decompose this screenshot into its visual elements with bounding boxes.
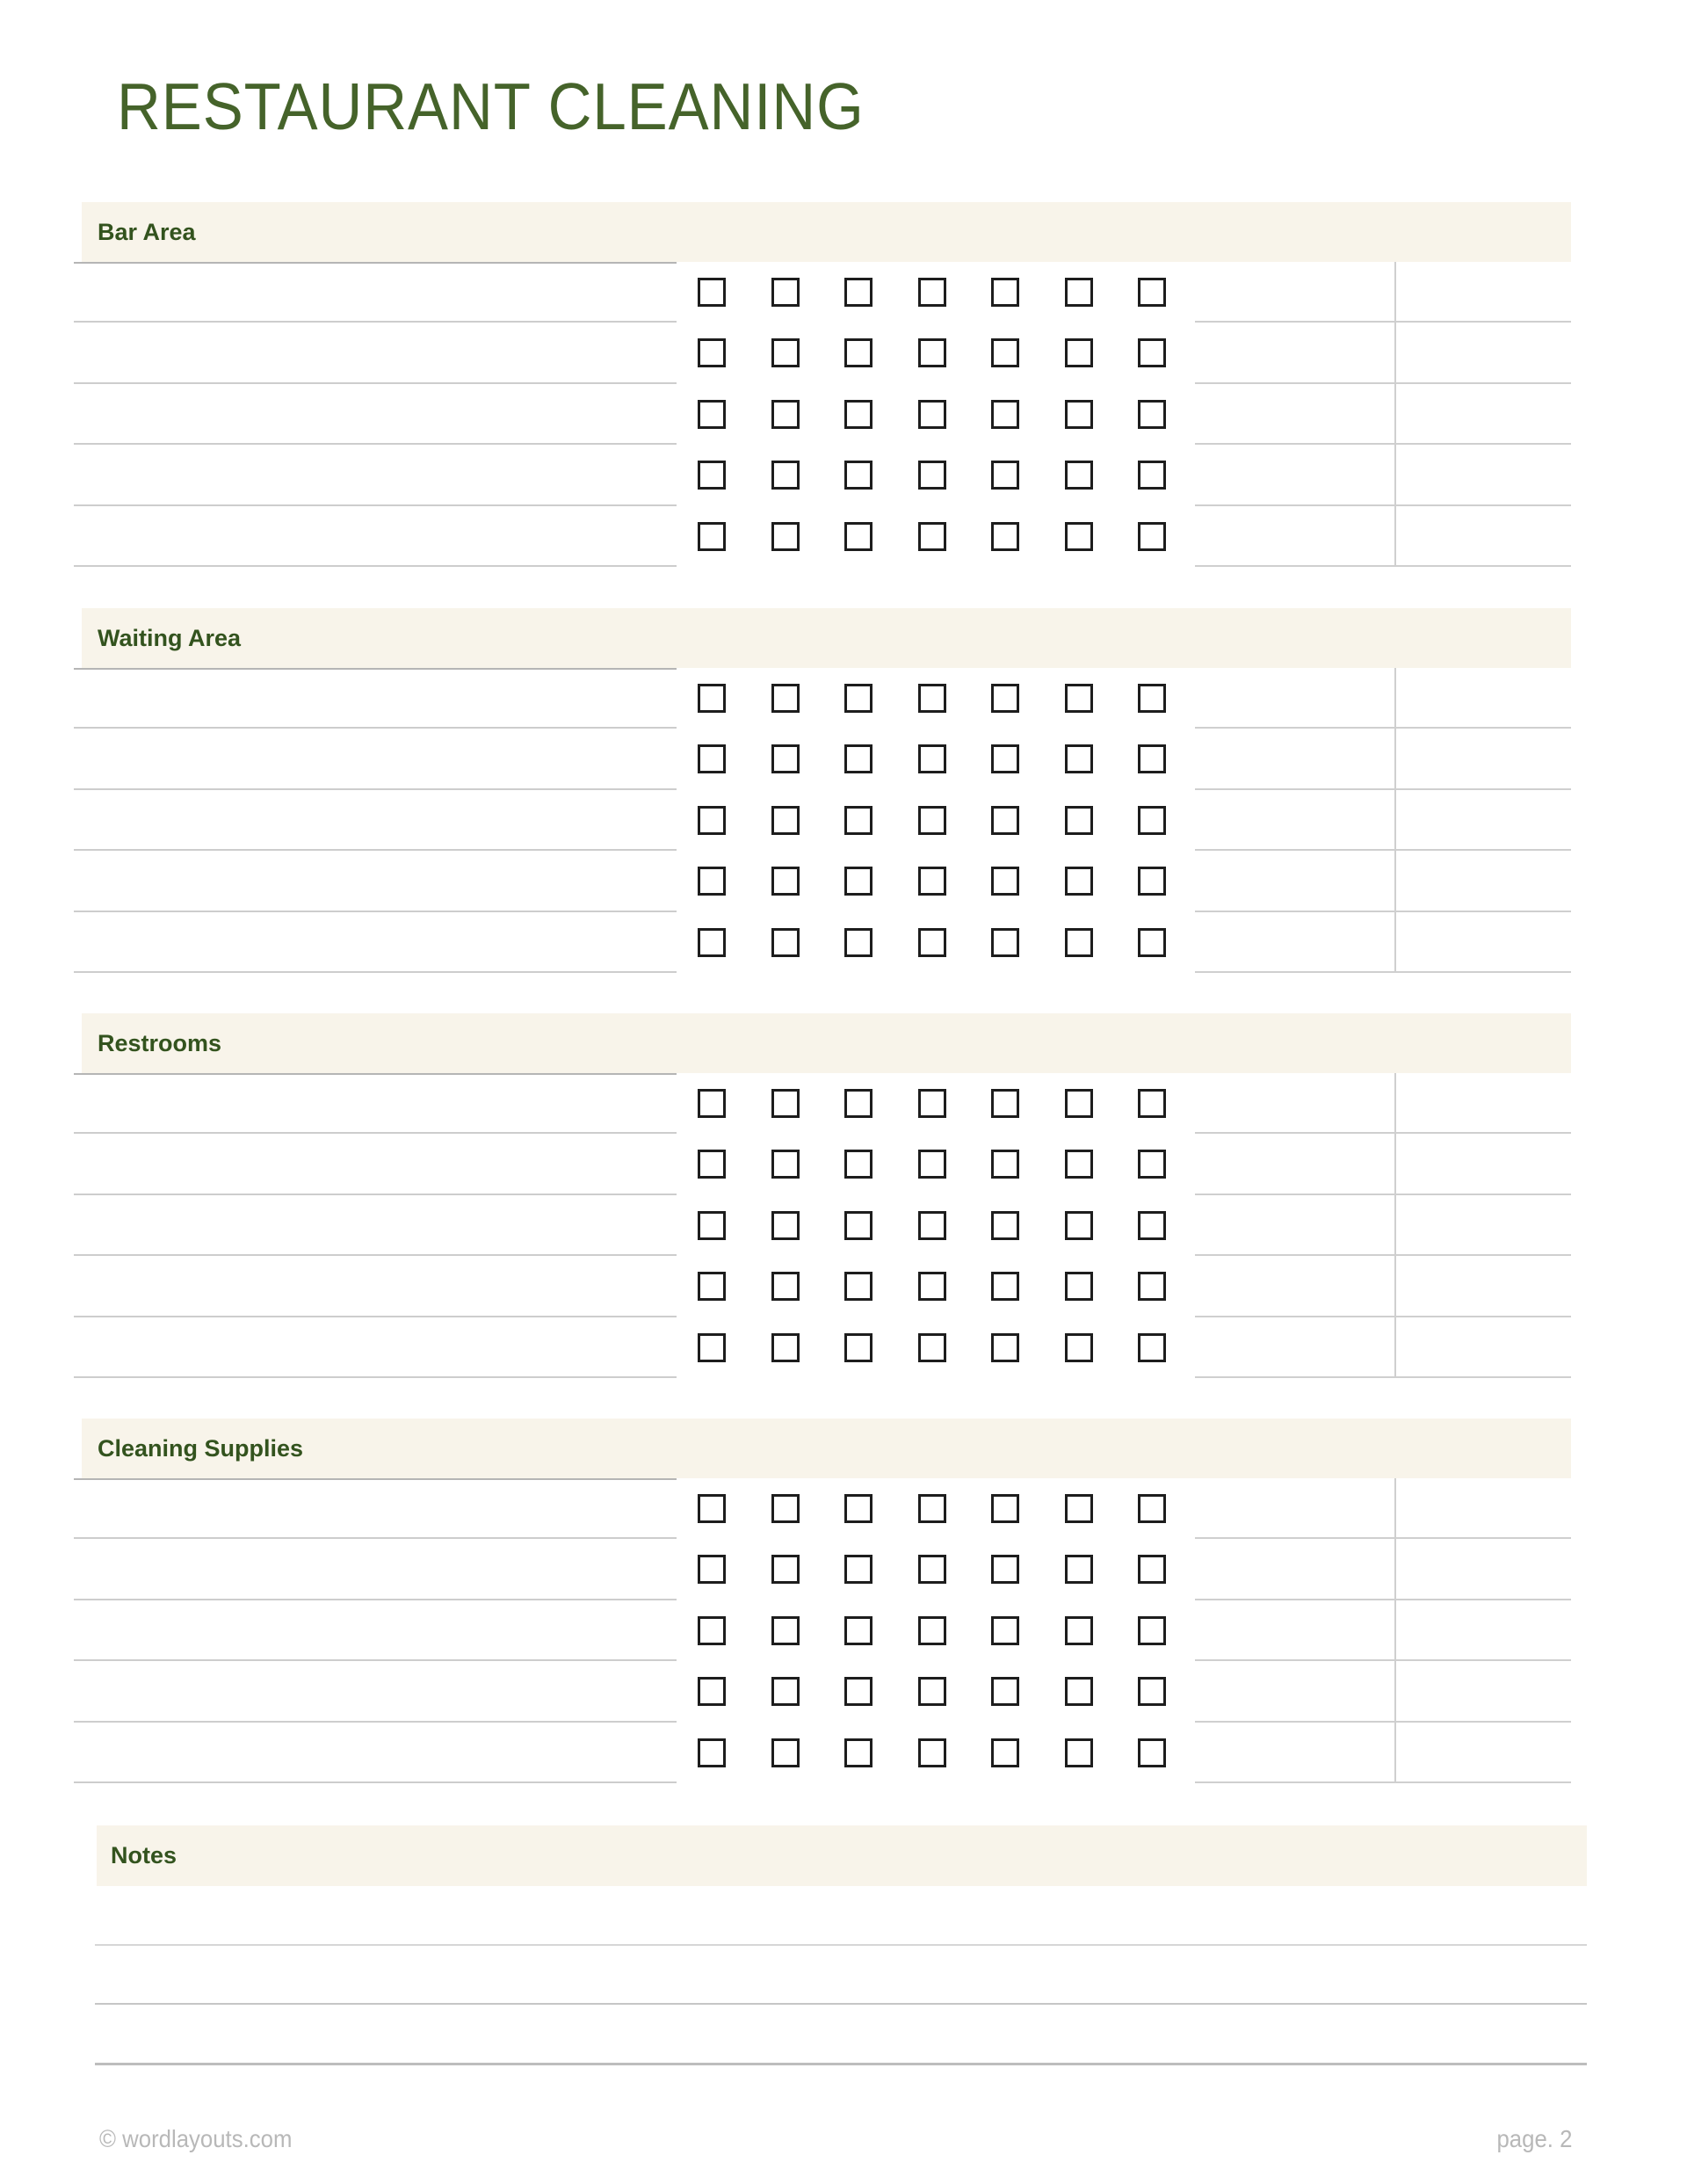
checkbox[interactable] xyxy=(918,1738,946,1767)
checkbox[interactable] xyxy=(771,806,800,835)
checkbox[interactable] xyxy=(918,1272,946,1301)
checkbox[interactable] xyxy=(1065,684,1093,713)
checkbox[interactable] xyxy=(698,461,726,490)
checkbox[interactable] xyxy=(991,1677,1019,1706)
checkbox[interactable] xyxy=(1065,1494,1093,1523)
checkbox[interactable] xyxy=(771,1494,800,1523)
checkbox[interactable] xyxy=(918,522,946,551)
checkbox[interactable] xyxy=(844,1677,872,1706)
notes-line[interactable] xyxy=(95,2003,1587,2005)
checkbox[interactable] xyxy=(991,1211,1019,1240)
fill-in-cell[interactable] xyxy=(1195,1600,1394,1661)
checkbox[interactable] xyxy=(698,744,726,773)
checkbox[interactable] xyxy=(991,1616,1019,1645)
checkbox[interactable] xyxy=(991,1555,1019,1584)
fill-in-cell[interactable] xyxy=(1195,1195,1394,1256)
checkbox[interactable] xyxy=(1065,744,1093,773)
task-name-cell[interactable] xyxy=(74,851,677,911)
checkbox[interactable] xyxy=(771,1272,800,1301)
checkbox[interactable] xyxy=(1138,867,1166,896)
checkbox[interactable] xyxy=(1065,522,1093,551)
fill-in-cell[interactable] xyxy=(1396,1256,1571,1317)
checkbox[interactable] xyxy=(771,400,800,429)
task-name-cell[interactable] xyxy=(74,1073,677,1134)
checkbox[interactable] xyxy=(918,1150,946,1179)
checkbox[interactable] xyxy=(698,1494,726,1523)
checkbox[interactable] xyxy=(844,684,872,713)
checkbox[interactable] xyxy=(1138,1494,1166,1523)
fill-in-cell[interactable] xyxy=(1396,262,1571,323)
task-name-cell[interactable] xyxy=(74,912,677,973)
checkbox[interactable] xyxy=(1065,928,1093,957)
checkbox[interactable] xyxy=(1138,1738,1166,1767)
checkbox[interactable] xyxy=(1138,744,1166,773)
checkbox[interactable] xyxy=(771,744,800,773)
checkbox[interactable] xyxy=(698,1555,726,1584)
checkbox[interactable] xyxy=(991,400,1019,429)
checkbox[interactable] xyxy=(1065,400,1093,429)
checkbox[interactable] xyxy=(844,928,872,957)
fill-in-cell[interactable] xyxy=(1195,1723,1394,1783)
fill-in-cell[interactable] xyxy=(1396,729,1571,789)
fill-in-cell[interactable] xyxy=(1396,1539,1571,1600)
fill-in-cell[interactable] xyxy=(1195,1256,1394,1317)
checkbox[interactable] xyxy=(918,1089,946,1118)
checkbox[interactable] xyxy=(698,1677,726,1706)
checkbox[interactable] xyxy=(1065,1211,1093,1240)
checkbox[interactable] xyxy=(991,928,1019,957)
checkbox[interactable] xyxy=(844,1272,872,1301)
section-header-waiting-area xyxy=(82,608,1571,668)
checkbox[interactable] xyxy=(1138,1272,1166,1301)
checkbox[interactable] xyxy=(1138,928,1166,957)
checkbox[interactable] xyxy=(918,867,946,896)
checkbox[interactable] xyxy=(844,1211,872,1240)
checkbox[interactable] xyxy=(771,278,800,307)
task-name-cell[interactable] xyxy=(74,1195,677,1256)
checkbox[interactable] xyxy=(698,278,726,307)
checkbox[interactable] xyxy=(1065,278,1093,307)
checkbox[interactable] xyxy=(771,1616,800,1645)
fill-in-cell[interactable] xyxy=(1396,1073,1571,1134)
checkbox[interactable] xyxy=(771,1211,800,1240)
task-name-cell[interactable] xyxy=(74,323,677,383)
task-name-cell[interactable] xyxy=(74,1661,677,1722)
task-name-cell[interactable] xyxy=(74,1317,677,1378)
checkbox[interactable] xyxy=(1065,1555,1093,1584)
checkbox[interactable] xyxy=(771,684,800,713)
fill-in-cell[interactable] xyxy=(1195,506,1394,567)
checkbox[interactable] xyxy=(698,1150,726,1179)
section-header-notes xyxy=(97,1825,1587,1886)
checkbox[interactable] xyxy=(991,806,1019,835)
checkbox[interactable] xyxy=(918,1677,946,1706)
checkbox[interactable] xyxy=(771,522,800,551)
checkbox[interactable] xyxy=(991,867,1019,896)
checkbox[interactable] xyxy=(1065,1738,1093,1767)
task-name-cell[interactable] xyxy=(74,1723,677,1783)
fill-in-cell[interactable] xyxy=(1195,729,1394,789)
task-name-cell[interactable] xyxy=(74,445,677,505)
section-header-label: Cleaning Supplies xyxy=(98,1435,304,1462)
fill-in-cell[interactable] xyxy=(1195,384,1394,445)
checkbox[interactable] xyxy=(844,522,872,551)
fill-in-cell[interactable] xyxy=(1195,1661,1394,1722)
checkbox[interactable] xyxy=(844,1738,872,1767)
fill-in-cell[interactable] xyxy=(1396,1723,1571,1783)
checkbox[interactable] xyxy=(698,1211,726,1240)
checkbox[interactable] xyxy=(918,1494,946,1523)
checkbox[interactable] xyxy=(771,1738,800,1767)
section-header-label: Waiting Area xyxy=(98,625,242,651)
section-header-cleaning-supplies xyxy=(82,1419,1571,1478)
checkbox[interactable] xyxy=(771,1677,800,1706)
checkbox[interactable] xyxy=(1138,338,1166,367)
checkbox[interactable] xyxy=(1138,1150,1166,1179)
checkbox[interactable] xyxy=(771,928,800,957)
checkbox[interactable] xyxy=(1065,1677,1093,1706)
fill-in-cell[interactable] xyxy=(1396,384,1571,445)
checkbox[interactable] xyxy=(918,684,946,713)
fill-in-cell[interactable] xyxy=(1396,1134,1571,1194)
fill-in-cell[interactable] xyxy=(1195,912,1394,973)
checkbox[interactable] xyxy=(1138,1333,1166,1362)
checkbox[interactable] xyxy=(771,338,800,367)
checkbox[interactable] xyxy=(844,400,872,429)
checkbox[interactable] xyxy=(918,400,946,429)
checkbox[interactable] xyxy=(844,1089,872,1118)
checkbox[interactable] xyxy=(1065,1616,1093,1645)
task-name-cell[interactable] xyxy=(74,1478,677,1539)
section-header-bar-area xyxy=(82,202,1571,262)
checkbox[interactable] xyxy=(1138,1677,1166,1706)
fill-in-cell[interactable] xyxy=(1396,1661,1571,1722)
checkbox[interactable] xyxy=(844,1616,872,1645)
checkbox[interactable] xyxy=(918,1333,946,1362)
fill-in-cell[interactable] xyxy=(1396,790,1571,851)
section-header-restrooms xyxy=(82,1013,1571,1073)
fill-in-cell[interactable] xyxy=(1396,668,1571,729)
checkbox[interactable] xyxy=(991,1738,1019,1767)
checkbox[interactable] xyxy=(844,1333,872,1362)
task-name-cell[interactable] xyxy=(74,790,677,851)
fill-in-cell[interactable] xyxy=(1195,1317,1394,1378)
fill-in-cell[interactable] xyxy=(1396,1195,1571,1256)
task-name-cell[interactable] xyxy=(74,1539,677,1600)
checkbox[interactable] xyxy=(1138,1211,1166,1240)
checkbox[interactable] xyxy=(771,1089,800,1118)
checkbox[interactable] xyxy=(1138,684,1166,713)
fill-in-cell[interactable] xyxy=(1396,506,1571,567)
checkbox[interactable] xyxy=(1065,338,1093,367)
checkbox[interactable] xyxy=(698,1616,726,1645)
fill-in-cell[interactable] xyxy=(1396,1317,1571,1378)
checkbox[interactable] xyxy=(698,338,726,367)
task-name-cell[interactable] xyxy=(74,1600,677,1661)
checkbox[interactable] xyxy=(991,278,1019,307)
checkbox[interactable] xyxy=(918,806,946,835)
task-name-cell[interactable] xyxy=(74,1256,677,1317)
checkbox[interactable] xyxy=(991,744,1019,773)
checkbox[interactable] xyxy=(991,522,1019,551)
checkbox[interactable] xyxy=(991,1089,1019,1118)
checkbox[interactable] xyxy=(698,928,726,957)
checkbox[interactable] xyxy=(918,461,946,490)
fill-in-cell[interactable] xyxy=(1396,851,1571,911)
page-title: RESTAURANT CLEANING xyxy=(117,69,865,143)
checkbox[interactable] xyxy=(1138,522,1166,551)
checkbox[interactable] xyxy=(1065,806,1093,835)
fill-in-cell[interactable] xyxy=(1396,445,1571,505)
checkbox[interactable] xyxy=(698,1738,726,1767)
fill-in-cell[interactable] xyxy=(1396,1478,1571,1539)
checkbox[interactable] xyxy=(991,1272,1019,1301)
checkbox[interactable] xyxy=(844,1150,872,1179)
fill-in-cell[interactable] xyxy=(1195,668,1394,729)
fill-in-cell[interactable] xyxy=(1195,1073,1394,1134)
checkbox[interactable] xyxy=(771,1555,800,1584)
checkbox[interactable] xyxy=(1065,867,1093,896)
fill-in-cell[interactable] xyxy=(1195,1539,1394,1600)
checkbox[interactable] xyxy=(771,867,800,896)
fill-in-cell[interactable] xyxy=(1195,790,1394,851)
checkbox[interactable] xyxy=(991,684,1019,713)
checkbox[interactable] xyxy=(698,1089,726,1118)
checkbox[interactable] xyxy=(918,744,946,773)
checkbox[interactable] xyxy=(1065,1089,1093,1118)
checkbox[interactable] xyxy=(698,1333,726,1362)
footer-copyright: © wordlayouts.com xyxy=(99,2125,293,2152)
checkbox[interactable] xyxy=(771,1333,800,1362)
notes-line[interactable] xyxy=(95,1944,1587,1946)
checkbox[interactable] xyxy=(1065,1150,1093,1179)
footer-page-number: page. 2 xyxy=(1496,2125,1572,2152)
checkbox[interactable] xyxy=(698,867,726,896)
task-name-cell[interactable] xyxy=(74,729,677,789)
fill-in-cell[interactable] xyxy=(1396,1600,1571,1661)
checkbox[interactable] xyxy=(844,1555,872,1584)
checkbox[interactable] xyxy=(698,1272,726,1301)
checkbox[interactable] xyxy=(1138,1089,1166,1118)
checkbox[interactable] xyxy=(991,461,1019,490)
checkbox[interactable] xyxy=(844,867,872,896)
task-name-cell[interactable] xyxy=(74,384,677,445)
checkbox[interactable] xyxy=(698,806,726,835)
fill-in-cell[interactable] xyxy=(1195,1134,1394,1194)
checkbox[interactable] xyxy=(698,684,726,713)
checkbox[interactable] xyxy=(844,806,872,835)
task-name-cell[interactable] xyxy=(74,668,677,729)
section-header-label: Bar Area xyxy=(98,219,196,245)
checkbox[interactable] xyxy=(918,278,946,307)
checkbox[interactable] xyxy=(844,744,872,773)
checkbox[interactable] xyxy=(1138,1616,1166,1645)
fill-in-cell[interactable] xyxy=(1195,262,1394,323)
checkbox[interactable] xyxy=(844,278,872,307)
section-header-label: Restrooms xyxy=(98,1030,222,1056)
fill-in-cell[interactable] xyxy=(1195,1478,1394,1539)
checkbox[interactable] xyxy=(991,1494,1019,1523)
fill-in-cell[interactable] xyxy=(1396,323,1571,383)
checkbox[interactable] xyxy=(844,461,872,490)
checkbox[interactable] xyxy=(1138,806,1166,835)
checkbox[interactable] xyxy=(918,928,946,957)
fill-in-cell[interactable] xyxy=(1396,912,1571,973)
checkbox[interactable] xyxy=(1138,400,1166,429)
checkbox[interactable] xyxy=(991,1150,1019,1179)
checkbox[interactable] xyxy=(771,1150,800,1179)
checkbox[interactable] xyxy=(698,400,726,429)
checkbox[interactable] xyxy=(844,338,872,367)
checkbox[interactable] xyxy=(918,338,946,367)
checkbox[interactable] xyxy=(1138,278,1166,307)
section-header-label: Notes xyxy=(111,1842,177,1868)
fill-in-cell[interactable] xyxy=(1195,323,1394,383)
task-name-cell[interactable] xyxy=(74,262,677,323)
checkbox[interactable] xyxy=(1065,1272,1093,1301)
notes-line[interactable] xyxy=(95,2063,1587,2065)
task-name-cell[interactable] xyxy=(74,506,677,567)
checkbox[interactable] xyxy=(918,1211,946,1240)
checkbox[interactable] xyxy=(991,1333,1019,1362)
checkbox[interactable] xyxy=(844,1494,872,1523)
fill-in-cell[interactable] xyxy=(1195,445,1394,505)
fill-in-cell[interactable] xyxy=(1195,851,1394,911)
checkbox[interactable] xyxy=(1065,1333,1093,1362)
task-name-cell[interactable] xyxy=(74,1134,677,1194)
checkbox[interactable] xyxy=(918,1555,946,1584)
checkbox[interactable] xyxy=(1138,461,1166,490)
checkbox[interactable] xyxy=(1065,461,1093,490)
checkbox[interactable] xyxy=(771,461,800,490)
checkbox[interactable] xyxy=(991,338,1019,367)
checkbox[interactable] xyxy=(1138,1555,1166,1584)
checkbox[interactable] xyxy=(698,522,726,551)
checkbox[interactable] xyxy=(918,1616,946,1645)
